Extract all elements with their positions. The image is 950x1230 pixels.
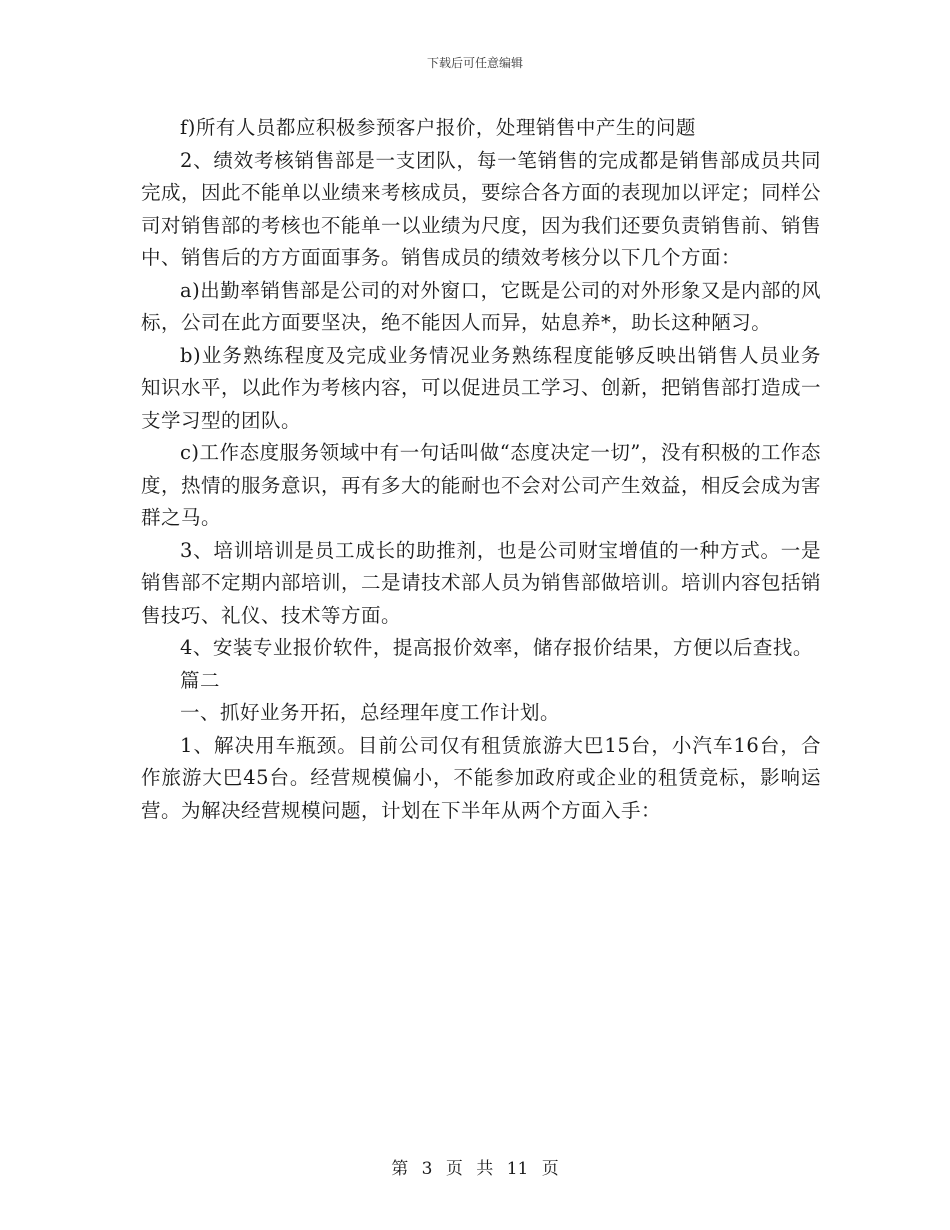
page-header-note: 下载后可任意编辑 — [426, 56, 523, 70]
page-number: 第 3 页 共 11 页 — [391, 1159, 559, 1179]
paragraph: b)业务熟练程度及完成业务情况业务熟练程度能够反映出销售人员业务知识水平，以此作为考核内容，可以促进员工学习、创新，把销售部打造成一支学习型的团队。 — [141, 343, 822, 432]
paragraph: 一、抓好业务开拓，总经理年度工作计划。 — [180, 701, 561, 724]
paragraph: f)所有人员都应积极参预客户报价，处理销售中产生的问题 — [180, 116, 696, 139]
section-heading: 篇二 — [180, 668, 221, 692]
paragraph: 1、解决用车瓶颈。目前公司仅有租赁旅游大巴15台，小汽车16台，合作旅游大巴45台。经营规模偏小，不能参加政府或企业的租赁竞标，影响运营。为解决经营规模问题，计划在下半年从两个方面入手： — [141, 733, 821, 822]
paragraph: 3、培训培训是员工成长的助推剂，也是公司财宝增值的一种方式。一是销售部不定期内部培训，二是请技术部人员为销售部做培训。培训内容包括销售技巧、礼仪、技术等方面。 — [141, 538, 822, 627]
document-body — [141, 112, 821, 827]
paragraph: a)出勤率销售部是公司的对外窗口，它既是公司的对外形象又是内部的风标，公司在此方面要坚决，绝不能因人而异，姑息养*，助长这种陋习。 — [141, 278, 821, 334]
paragraph: 2、绩效考核销售部是一支团队，每一笔销售的完成都是销售部成员共同完成，因此不能单以业绩来考核成员，要综合各方面的表现加以评定；同样公司对销售部的考核也不能单一以业绩为尺度，因为我们还要负责销售前、销售中、销售后的方方面面事务。销售成员的绩效考核分以下几个方面： — [141, 148, 822, 269]
paragraph: 4、安装专业报价软件，提高报价效率，储存报价结果，方便以后查找。 — [180, 636, 813, 659]
paragraph: c)工作态度服务领域中有一句话叫做“态度决定一切”，没有积极的工作态度，热情的服务意识，再有多大的能耐也不会对公司产生效益，相反会成为害群之马。 — [141, 441, 822, 529]
